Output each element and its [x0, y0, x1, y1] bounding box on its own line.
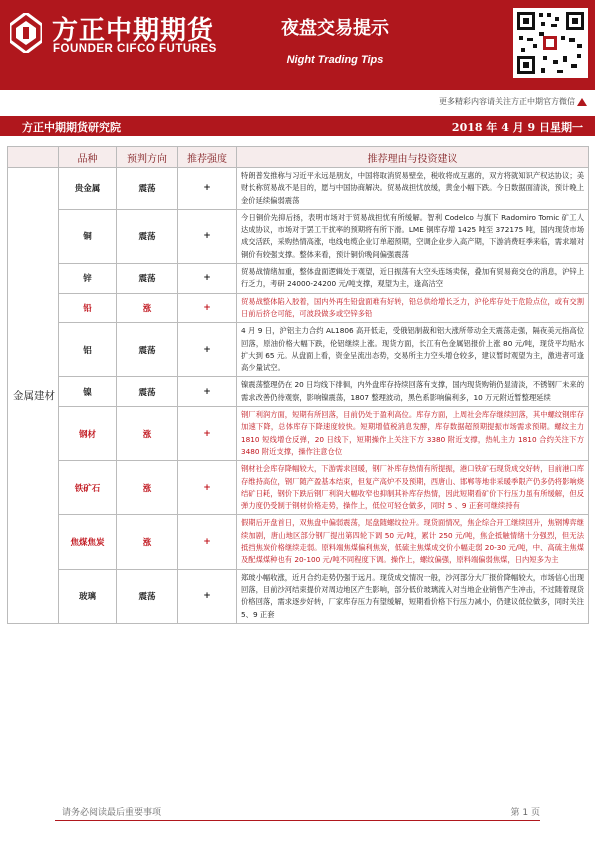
- page-title: 夜盘交易提示: [281, 18, 389, 39]
- institute-name: 方正中期期货研究院: [22, 121, 121, 134]
- logo-text-cn: 方正中期期货: [52, 16, 215, 46]
- category-cell: 金属建材: [8, 168, 59, 624]
- header-reason: 推荐理由与投资建议: [237, 147, 589, 168]
- product-name: 镍: [59, 377, 117, 407]
- table-row: [8, 293, 589, 323]
- reason-cell: 贸易战整体陷入胶着，国内外再生铅盘面难有好转，铅总供给增长乏力，沪伦库存处于危险点位，或有交割日前后挤仓可能，可波段做多或空锌多铅: [237, 293, 589, 323]
- reason-cell: 郑玻小幅收涨，近月合约走势仍强于远月。现货成交情况一般，沙河部分大厂报价降幅较大，市场信心出现回落，目前沙河结束提价对周边地区产生影响，部分低价玻璃流入对当地企业销售产生冲击，不过随着现货价格回落，需求逐步好转，厂家库存压力有望缓解，短期看价格下行压力减小，仍建议低位做多，同时关注 5、9 正套: [237, 569, 589, 623]
- table-row: [8, 461, 589, 515]
- institute-date-bar: [0, 116, 595, 136]
- header-product: 品种: [59, 147, 117, 168]
- strength-cell: +: [178, 569, 237, 623]
- strength-cell: +: [178, 377, 237, 407]
- header-strength: 推荐强度: [178, 147, 237, 168]
- product-name: 铝: [59, 323, 117, 377]
- table-row: [8, 407, 589, 461]
- footer-divider: [55, 820, 540, 821]
- page-subtitle: Night Trading Tips: [286, 54, 384, 66]
- direction-cell: 涨: [117, 461, 178, 515]
- page-footer: [0, 805, 595, 825]
- strength-cell: +: [178, 293, 237, 323]
- table-header-row: [8, 147, 589, 168]
- reason-cell: 假期后开盘首日，双焦盘中偏弱震荡，尾盘随螺纹拉升。现货面情况，焦企综合开工继续回升，焦钢博弈继续加剧，唐山地区部分钢厂提出第四轮下调 50 元/吨，累计 250 元/吨，焦企抵触情绪十分强烈，但无法抵挡焦炭价格继续走弱。原料端焦煤偏利焦炭，低硫主焦煤成交价小幅走弱 20-30 元/吨，中、高硫主焦煤及配煤煤种也有 20-100 元/吨不同程度下调。操作上，螺纹偏强，原料端偏弱焦煤，日内短多为主: [237, 515, 589, 569]
- product-name: 玻璃: [59, 569, 117, 623]
- header-banner: [0, 0, 595, 90]
- qr-code-icon: [513, 8, 588, 78]
- table-row: [8, 377, 589, 407]
- strength-cell: +: [178, 209, 237, 263]
- direction-cell: 涨: [117, 515, 178, 569]
- follow-text: 更多精彩内容请关注方正中期官方微信: [439, 97, 575, 106]
- product-name: 贵金属: [59, 168, 117, 210]
- product-name: 铜: [59, 209, 117, 263]
- product-name: 铁矿石: [59, 461, 117, 515]
- reason-cell: 今日铜价先抑后扬，表明市场对于贸易战担忧有所缓解。智利 Codelco 与旗下 Radomiro Tomic 矿工人达成协议，市场对于罢工干扰率的预期将有所下滑。LME 铜库存增 1425 吨至 372175 吨，国内现货市场成交活跃，采购热情高涨，电线电缆企业订单超预期，空调企业步入高产期，下游消费旺季来临，需求端对铜价有较强支撑。整体来看，预计铜价晚间偏强震荡: [237, 209, 589, 263]
- strength-cell: +: [178, 461, 237, 515]
- footer-notice: 请务必阅读最后重要事项: [62, 808, 162, 818]
- founder-logo-icon: [10, 13, 42, 53]
- reason-cell: 特朗普发推称与习近平永远是朋友，中国将取消贸易壁垒，税收将成互惠的，双方将就知识产权达协议；美财长称贸易战不是目的，愿与中国协商解决。贸易战担忧放缓，黄金小幅下跌。今日数据面清淡，预计晚上金价延续偏弱震荡: [237, 168, 589, 210]
- strength-cell: +: [178, 515, 237, 569]
- product-name: 钢材: [59, 407, 117, 461]
- reason-cell: 4 月 9 日，沪铝主力合约 AL1806 高开低走，受俄铝制裁和铝大涨所带动全天震荡走强，隔夜美元指高位回落，原油价格大幅下跌，伦铝继续上涨。现货方面，长江有色金属铝报价上涨 80 元/吨，现货平均贴水扩大到 65 元。从盘面上看，资金呈流出态势，交易所主力空头增仓较多，建议暂时观望为主，激进者可逢高少量试空。: [237, 323, 589, 377]
- tips-table: [7, 146, 589, 624]
- direction-cell: 震荡: [117, 264, 178, 294]
- strength-cell: +: [178, 407, 237, 461]
- reason-cell: 钢厂利润方面，短期有所回落，目前仍处于盈利高位。库存方面，上周社会库存继续回落，其中螺纹钢库存加速下降，总体库存下降速度较快。短期增值税消息发酵，库存数据超预期提振市场需求预期。螺纹主力 1810 短线增仓反弹，20 日线下，短期操作上关注下方 3380 附近支撑，热轧主力 1810 合约关注下方 3480 附近支撑，操作注意仓位: [237, 407, 589, 461]
- logo-text-en: FOUNDER CIFCO FUTURES: [53, 43, 217, 55]
- header-blank: [8, 147, 59, 168]
- table-row: [8, 515, 589, 569]
- follow-wechat-hint: [439, 96, 587, 107]
- product-name: 焦煤焦炭: [59, 515, 117, 569]
- direction-cell: 震荡: [117, 377, 178, 407]
- arrow-up-icon: [577, 98, 587, 106]
- table-row: [8, 264, 589, 294]
- direction-cell: 震荡: [117, 569, 178, 623]
- table-row: [8, 323, 589, 377]
- strength-cell: +: [178, 323, 237, 377]
- direction-cell: 涨: [117, 407, 178, 461]
- product-name: 锌: [59, 264, 117, 294]
- reason-cell: 贸易战情绪加重，整体盘面逻辑处于观望，近日振荡有大空头连场卖保，叠加有贸易商交仓的消息，沪锌上行乏力，考研 24000-24200 元/吨支撑，观望为主，逢高沽空: [237, 264, 589, 294]
- header-direction: 预判方向: [117, 147, 178, 168]
- product-name: 铅: [59, 293, 117, 323]
- direction-cell: 震荡: [117, 168, 178, 210]
- direction-cell: 涨: [117, 293, 178, 323]
- report-date: 2018 年 4 月 9 日星期一: [451, 121, 583, 134]
- table-row: [8, 209, 589, 263]
- reason-cell: 钢材社会库存降幅较大，下游需求回暖，钢厂补库存热情有所提振，港口铁矿石现货成交好转，目前港口库存维持高位，钢厂随产盈基本结束，但复产高炉不及预期，西唐山、邯郸等地非采暖季限产仍多仍将影响烧结矿日耗，钢价下跌后钢厂利润大幅收窄也抑制其补库存热情，因此短期看矿价下行压力虽有所缓解，但反弹力度仍受制于钢材价格走势，操作上，低位可轻仓做多，同时 5 、9 正套可继续持有: [237, 461, 589, 515]
- table-row: [8, 168, 589, 210]
- direction-cell: 震荡: [117, 209, 178, 263]
- reason-cell: 镍震荡整理仍在 20 日均线下徘徊，内外盘库存持续回落有支撑，国内现货购销仍显清淡，不锈钢厂未来的需求改善仍待观察，影响镍震荡，1807 整理波动，黑色系影响偏利多，10 万元附近暂整理延续: [237, 377, 589, 407]
- page-number: 第 1 页: [510, 808, 540, 818]
- table-row: [8, 569, 589, 623]
- strength-cell: +: [178, 168, 237, 210]
- strength-cell: +: [178, 264, 237, 294]
- direction-cell: 震荡: [117, 323, 178, 377]
